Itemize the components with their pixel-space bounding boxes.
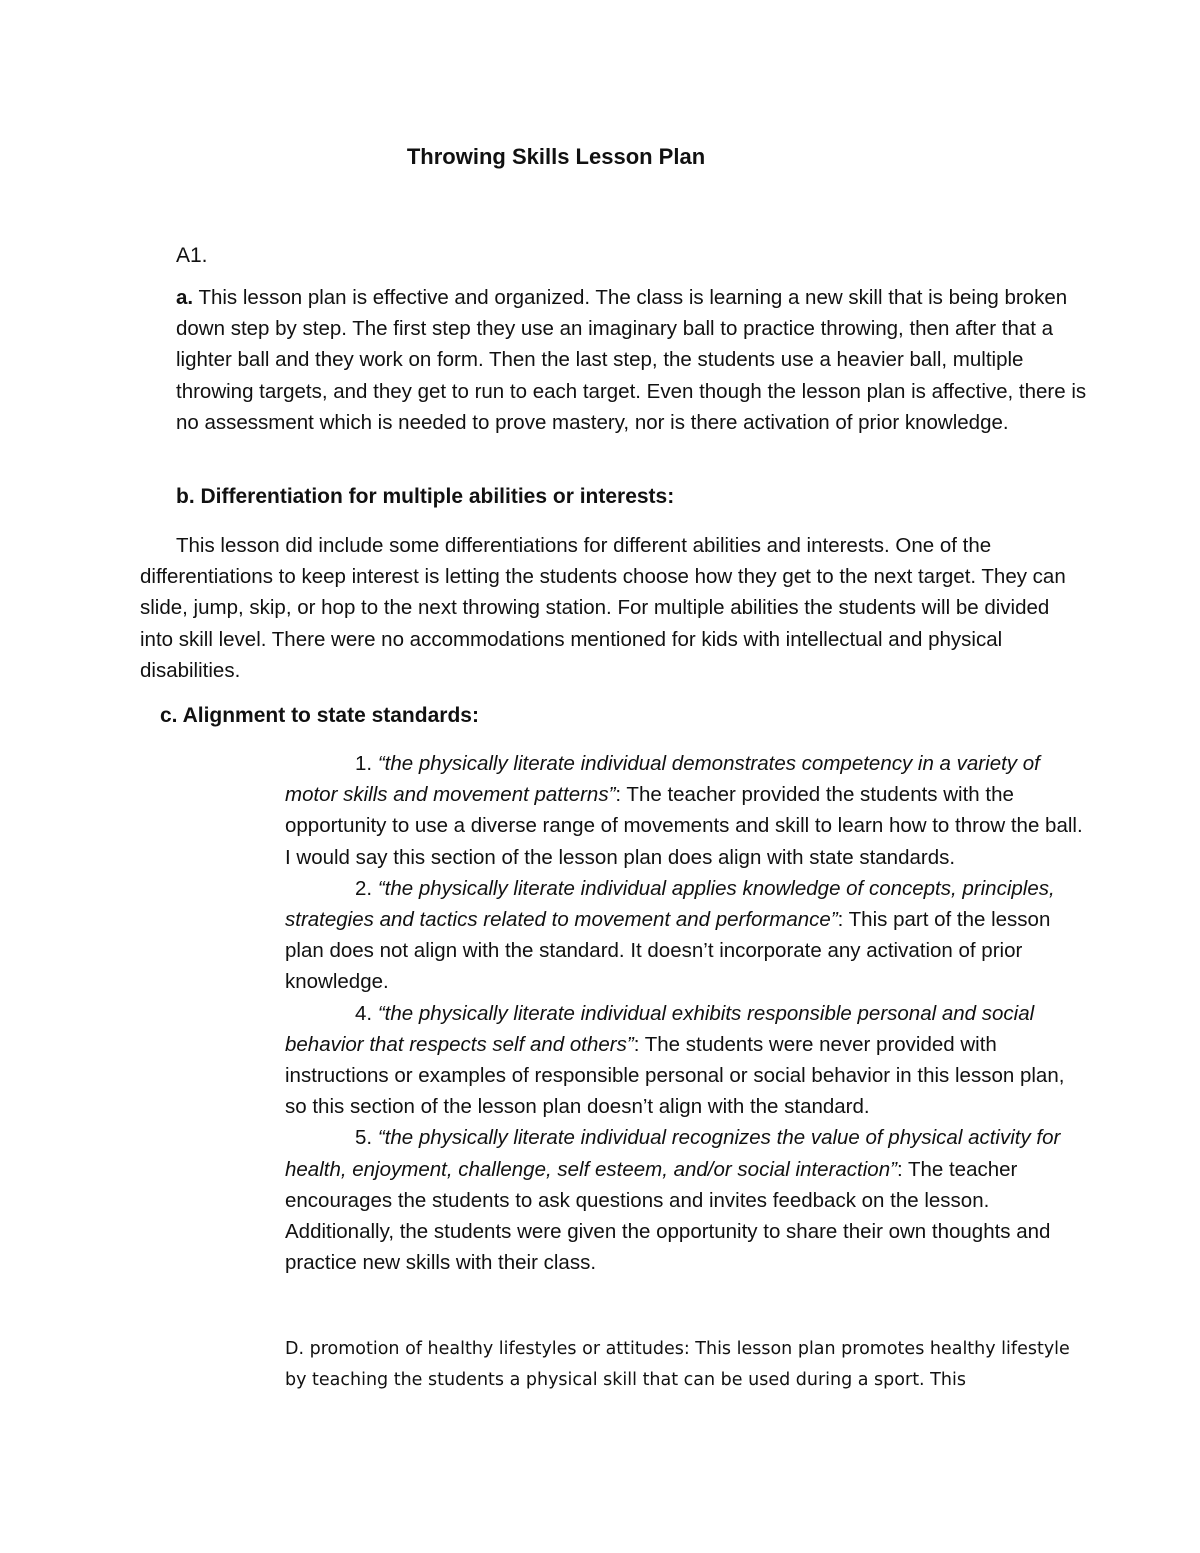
section-label: A1. bbox=[176, 244, 208, 267]
standard-comment: : This part of the lesson plan does not align with the standard. It doesn’t incorporate any activation of prior knowledge. bbox=[285, 908, 1051, 994]
standard-comment: : The students were never provided with instructions or examples of responsible personal or social behavior in this lesson plan, so this section of the lesson plan doesn’t align with the standard. bbox=[285, 1032, 1065, 1119]
part-b-heading: b. Differentiation for multiple abilities or interests: bbox=[176, 485, 675, 508]
standard-item bbox=[285, 748, 1085, 873]
part-d-paragraph: D. promotion of healthy lifestyles or attitudes: This lesson plan promotes healthy lifestyle by teaching the students a physical skill that can be used during a sport. This bbox=[285, 1339, 1070, 1390]
standard-item bbox=[285, 1122, 1085, 1278]
standard-item bbox=[285, 998, 1085, 1123]
part-c-heading: c. Alignment to state standards: bbox=[160, 704, 479, 727]
standard-comment: : The teacher encourages the students to ask questions and invites feedback on the lesson. Additionally, the students were given the opportunity to share their own thoughts and practice new skills with their class. bbox=[285, 1157, 1051, 1275]
standard-number: 1. bbox=[355, 752, 373, 775]
document-title: Throwing Skills Lesson Plan bbox=[406, 144, 706, 169]
standard-number: 5. bbox=[355, 1126, 373, 1150]
part-a-text: This lesson plan is effective and organized. The class is learning a new skill that is being broken down step by step. The first step they use an imaginary ball to practice throwing, then after that a lighter ball and they work on form. Then the last step, the students use a heavier ball, multiple throwing targets, and they get to run to each target. Even though the lesson plan is affective, there is no assessment which is needed to prove mastery, nor is there activation of prior knowledge. bbox=[176, 286, 1087, 434]
standard-quote: “the physically literate individual exhibits responsible personal and social behavior that respects self and others” bbox=[285, 1001, 1035, 1056]
standards-list bbox=[285, 748, 1085, 1278]
standard-quote: “the physically literate individual applies knowledge of concepts, principles, strategies and tactics related to movement and performance” bbox=[285, 876, 1055, 932]
standard-quote: “the physically literate individual recognizes the value of physical activity for health, enjoyment, challenge, self esteem, and/or social interaction” bbox=[285, 1126, 1061, 1181]
standard-number: 4. bbox=[355, 1001, 373, 1025]
part-a-label: a. bbox=[176, 286, 194, 309]
part-b-paragraph: This lesson did include some differentiations for different abilities and interests. One of the differentiations to keep interest is letting the students choose how they get to the next target. They can slide, jump, skip, or hop to the next throwing station. For multiple abilities the students will be divided into skill level. There were no accommodations mentioned for kids with intellectual and physical disabilities. bbox=[140, 534, 1066, 682]
part-a-paragraph bbox=[176, 282, 1096, 438]
standard-item bbox=[285, 873, 1085, 998]
standard-number: 2. bbox=[355, 876, 373, 900]
standard-quote: “the physically literate individual demonstrates competency in a variety of motor skills and movement patterns” bbox=[285, 752, 1040, 807]
standard-comment: : The teacher provided the students with the opportunity to use a diverse range of movements and skill to learn how to throw the ball. I would say this section of the lesson plan does align with state standards. bbox=[285, 783, 1083, 869]
